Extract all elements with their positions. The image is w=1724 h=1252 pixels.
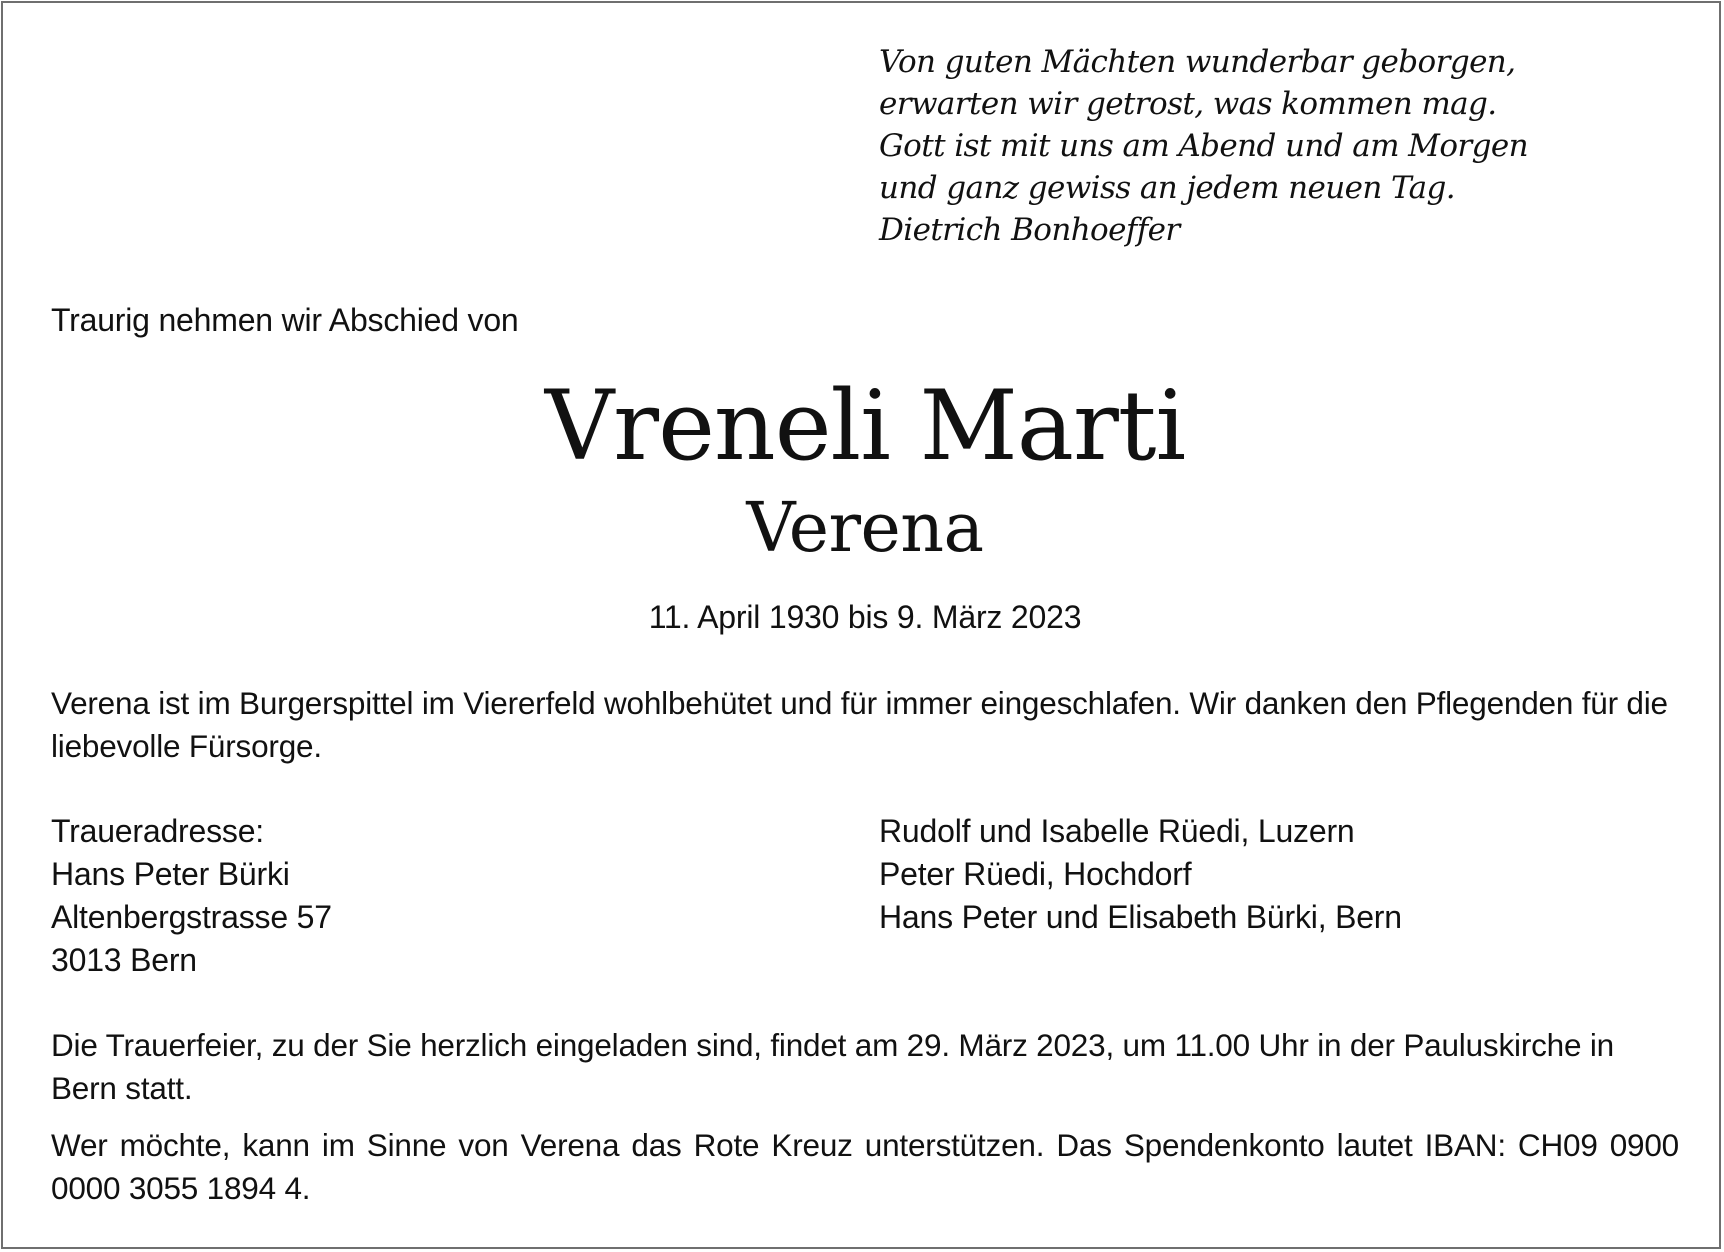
family-list — [879, 810, 1669, 939]
quote-line: Gott ist mit uns am Abend und am Morgen — [879, 128, 1528, 164]
mourning-address — [51, 810, 751, 982]
quote-line: und ganz gewiss an jedem neuen Tag. — [879, 170, 1456, 206]
address-street: Altenbergstrasse 57 — [51, 899, 332, 935]
donation-paragraph: Wer möchte, kann im Sinne von Verena das Rote Kreuz unterstützen. Das Spendenkonto lautet IBAN: CH09 0900 0000 3055 1894 4. — [51, 1127, 1679, 1206]
address-name: Hans Peter Bürki — [51, 856, 290, 892]
farewell-paragraph: Verena ist im Burgerspittel im Viererfeld wohlbehütet und für immer eingeschlafen. Wir danken den Pflegenden für die liebevolle Fürsorge. — [51, 685, 1668, 764]
deceased-nickname: Verena — [746, 489, 984, 568]
intro-text: Traurig nehmen wir Abschied von — [51, 302, 519, 338]
quote-author: Dietrich Bonhoeffer — [879, 212, 1180, 248]
address-heading: Traueradresse: — [51, 813, 264, 849]
funeral-service-paragraph: Die Trauerfeier, zu der Sie herzlich eingeladen sind, findet am 29. März 2023, um 11.00 Uhr in der Pauluskirche in Bern statt. — [51, 1027, 1614, 1106]
address-city: 3013 Bern — [51, 942, 197, 978]
quote-line: erwarten wir getrost, was kommen mag. — [879, 86, 1497, 122]
deceased-name: Vreneli Marti — [544, 370, 1186, 482]
family-member: Rudolf und Isabelle Rüedi, Luzern — [879, 813, 1355, 849]
family-member: Hans Peter und Elisabeth Bürki, Bern — [879, 899, 1402, 935]
obituary-frame — [1, 1, 1721, 1249]
life-dates: 11. April 1930 bis 9. März 2023 — [648, 599, 1082, 635]
quote-line: Von guten Mächten wunderbar geborgen, — [879, 44, 1516, 80]
bonhoeffer-quote — [879, 41, 1669, 251]
family-member: Peter Rüedi, Hochdorf — [879, 856, 1192, 892]
